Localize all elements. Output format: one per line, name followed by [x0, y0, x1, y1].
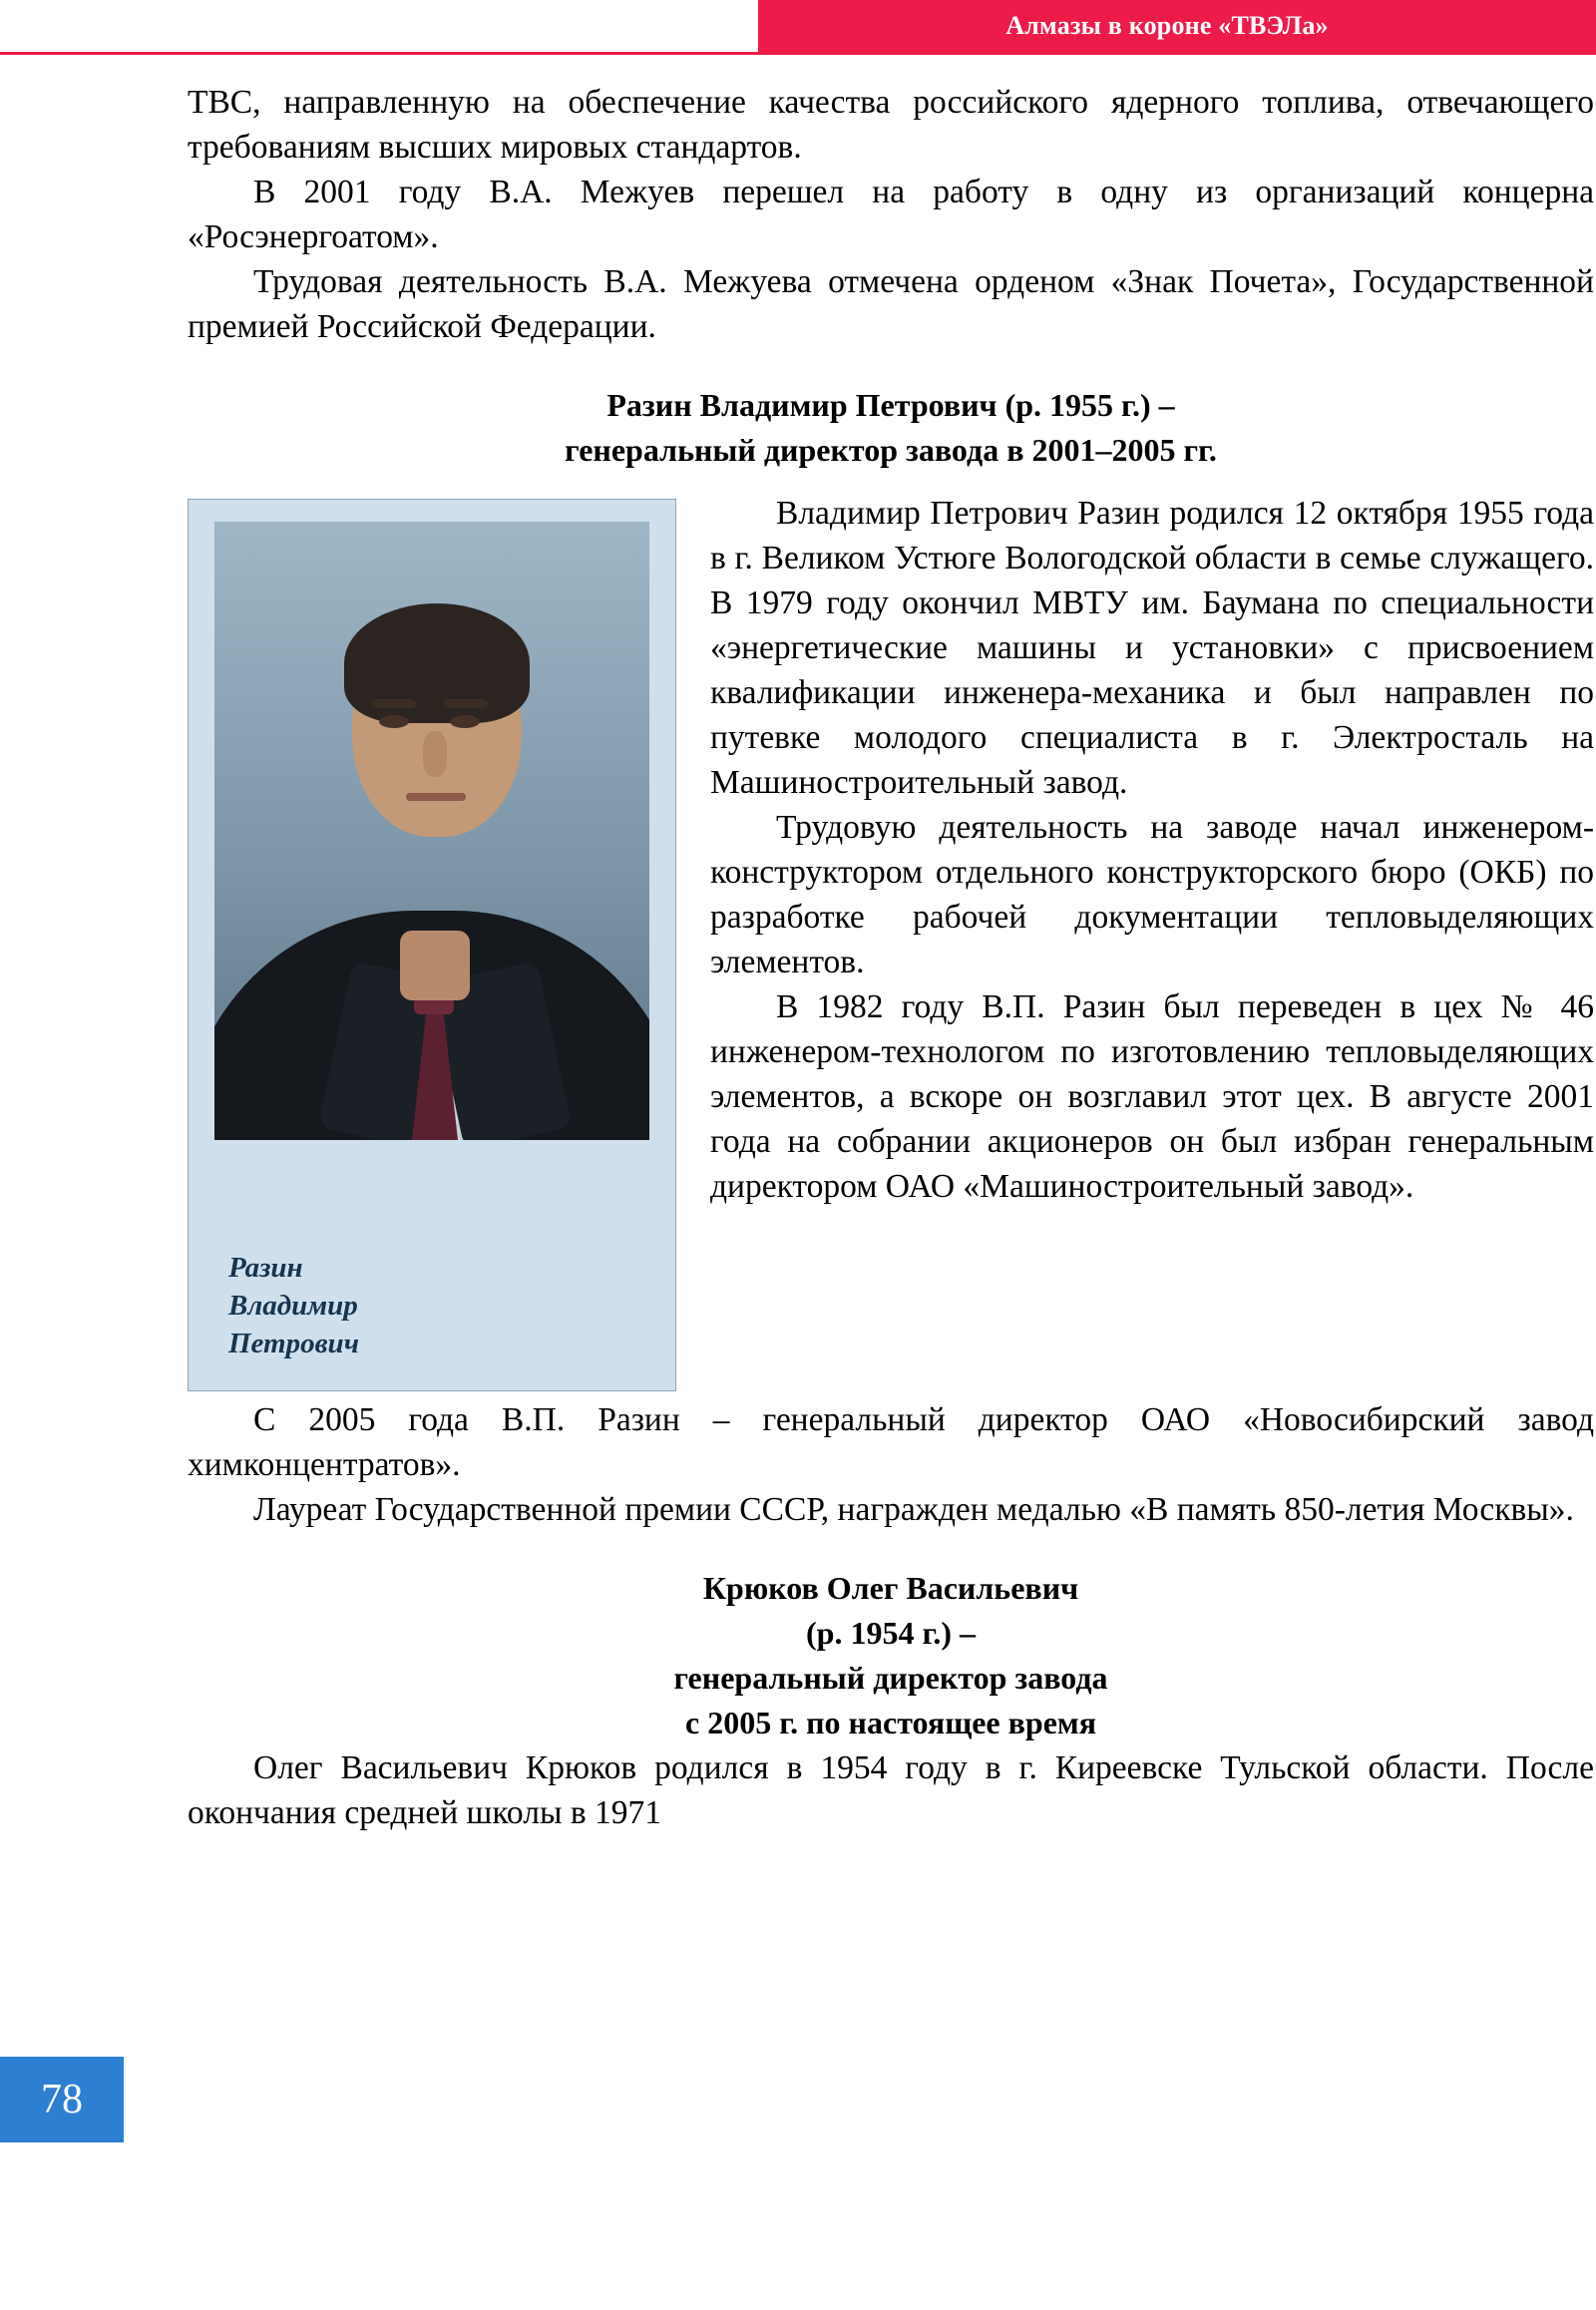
photo-eye-left — [379, 715, 409, 728]
portrait-caption-line-3: Петрович — [228, 1328, 359, 1359]
portrait-photo — [214, 522, 649, 1140]
heading-kryukov — [188, 1566, 1594, 1745]
photo-eyebrow-right — [444, 699, 488, 708]
paragraph-kryukov-1: Олег Васильевич Крюков родился в 1954 году в г. Киреевске Тульской области. После окончания средней школы в 1971 — [188, 1749, 1594, 1831]
heading-kryukov-line-3: генеральный директор завода — [673, 1660, 1108, 1696]
heading-kryukov-line-2: (р. 1954 г.) – — [805, 1615, 977, 1651]
portrait-caption-line-2: Владимир — [228, 1290, 358, 1322]
header-title: Алмазы в короне «ТВЭЛа» — [1005, 11, 1329, 40]
heading-razin-line-2: генеральный директор завода в 2001–2005 гг. — [565, 432, 1217, 468]
paragraph-mezhuev-1: ТВС, направленную на обеспечение качества российского ядерного топлива, отвечающего требованиям высших мировых стандартов. — [188, 84, 1594, 166]
photo-mouth — [406, 793, 466, 801]
heading-kryukov-line-4: с 2005 г. по настоящее время — [684, 1705, 1096, 1740]
paragraph-razin-4: С 2005 года В.П. Разин – генеральный директор ОАО «Новосибирский завод химконцентратов». — [188, 1401, 1594, 1483]
paragraph-mezhuev-2: В 2001 году В.А. Межуев перешел на работу в одну из организаций концерна «Росэнергоатом». — [188, 174, 1594, 255]
heading-razin-line-1: Разин Владимир Петрович (р. 1955 г.) – — [606, 387, 1175, 423]
photo-neck — [400, 931, 470, 1000]
heading-kryukov-line-1: Крюков Олег Васильевич — [702, 1570, 1079, 1606]
photo-nose — [423, 731, 447, 777]
photo-eye-right — [450, 715, 480, 728]
paragraph-razin-5: Лауреат Государственной премии СССР, награжден медалью «В память 850-летия Москвы». — [253, 1491, 1574, 1528]
paragraph-razin-2: Трудовую деятельность на заводе начал инженером-конструктором отдельного конструкторского бюро (ОКБ) по разработке рабочей документации тепловыделяющих элементов. — [710, 809, 1594, 980]
portrait-razin — [188, 499, 676, 1391]
photo-eyebrow-left — [372, 699, 416, 708]
page-number: 78 — [0, 2057, 124, 2142]
paragraph-mezhuev-3: Трудовая деятельность В.А. Межуева отмечена орденом «Знак Почета», Государственной премией Российской Федерации. — [188, 263, 1594, 345]
portrait-and-text — [188, 491, 1594, 1397]
paragraph-razin-1: Владимир Петрович Разин родился 12 октября 1955 года в г. Великом Устюге Вологодской области в семье служащего. В 1979 году окончил МВТУ им. Баумана по специальности «энергетические машины и установки» с присвоением квалификации инженера-механика и был направлен по путевке молодого специалиста в г. Электросталь на Машиностроительный завод. — [710, 495, 1594, 801]
header-rule — [0, 52, 1596, 55]
page-body — [188, 80, 1594, 1835]
paragraph-razin-3: В 1982 году В.П. Разин был переведен в цех № 46 инженером-технологом по изготовлению тепловыделяющих элементов, а вскоре он возглавил этот цех. В августе 2001 года на собрании акционеров он был избран генеральным директором ОАО «Машиностроительный завод». — [710, 988, 1594, 1205]
heading-razin — [188, 383, 1594, 473]
portrait-caption — [228, 1249, 359, 1362]
page-header — [0, 0, 1596, 52]
portrait-caption-line-1: Разин — [228, 1252, 303, 1284]
